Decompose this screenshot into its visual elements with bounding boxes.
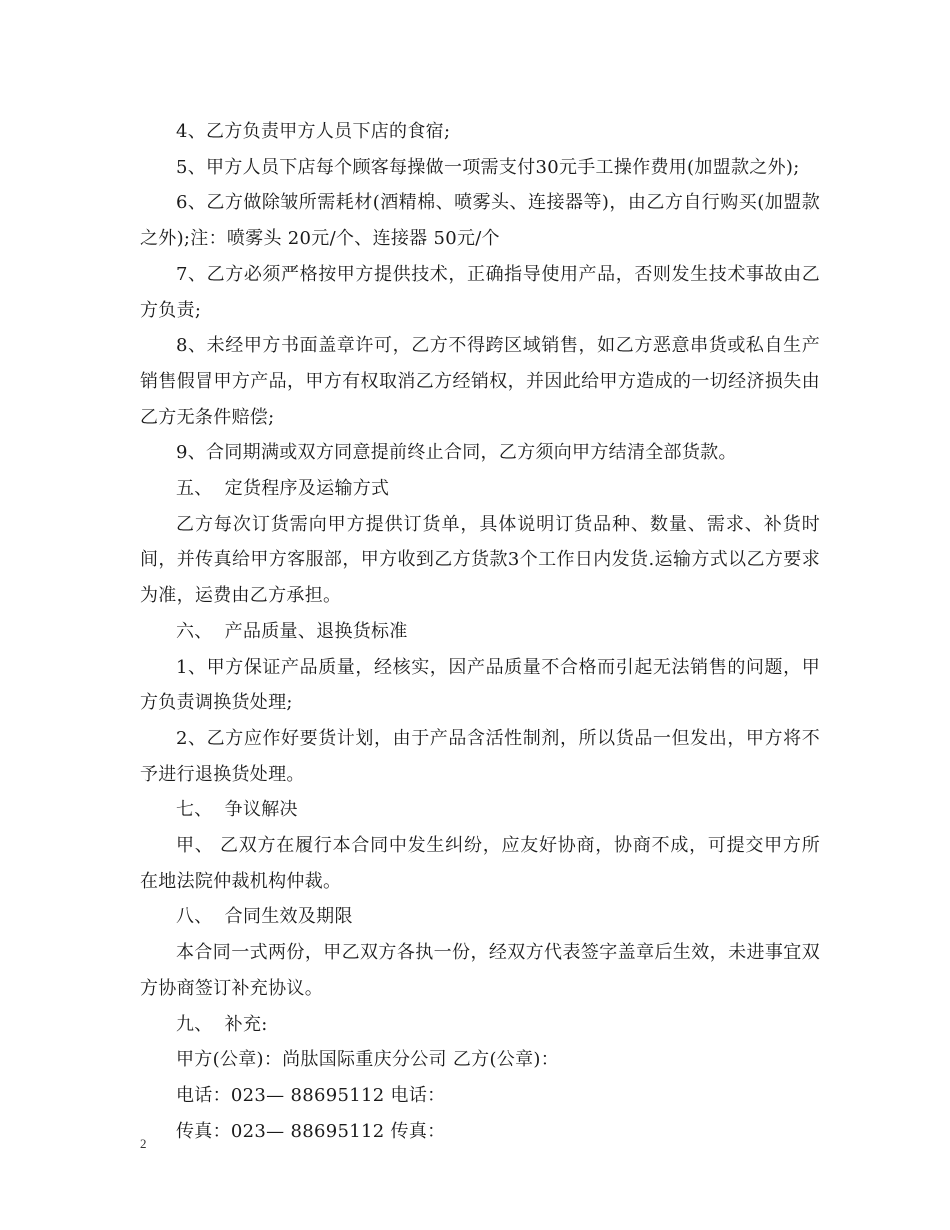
validity-paragraph: 本合同一式两份，甲乙双方各执一份，经双方代表签字盖章后生效，未进事宜双方协商签订补充协议。 [140, 942, 820, 999]
document-body [140, 114, 820, 1149]
page-number: 2 [140, 1136, 147, 1151]
ordering-paragraph: 乙方每次订货需向甲方提供订货单，具体说明订货品种、数量、需求、补货时间，并传真给甲方客服部，甲方收到乙方货款3个工作日内发货.运输方式以乙方要求为准，运费由乙方承担。 [140, 513, 820, 607]
clause-6: 6、乙方做除皱所需耗材(酒精棉、喷雾头、连接器等)，由乙方自行购买(加盟款之外);注：喷雾头 20元/个、连接器 50元/个 [140, 192, 820, 250]
signature-line: 甲方(公章)：尚肽国际重庆分公司 乙方(公章)： [176, 1049, 560, 1071]
section-heading-7: 七、 争议解决 [176, 799, 298, 821]
clause-7: 7、乙方必须严格按甲方提供技术，正确指导使用产品，否则发生技术事故由乙方负责; [140, 263, 820, 321]
quality-clause-2: 2、乙方应作好要货计划，由于产品含活性制剂，所以货品一但发出，甲方将不予进行退换货处理。 [140, 727, 820, 785]
section-heading-8: 八、 合同生效及期限 [176, 906, 353, 928]
clause-8: 8、未经甲方书面盖章许可，乙方不得跨区域销售，如乙方恶意串货或私自生产销售假冒甲方产品，甲方有权取消乙方经销权，并因此给甲方造成的一切经济损失由乙方无条件赔偿; [140, 335, 820, 428]
section-heading-9: 九、 补充: [176, 1013, 268, 1035]
quality-clause-1: 1、甲方保证产品质量，经核实，因产品质量不合格而引起无法销售的问题，甲方负责调换货处理; [140, 656, 820, 714]
dispute-paragraph: 甲、 乙双方在履行本合同中发生纠纷，应友好协商，协商不成，可提交甲方所在地法院仲裁机构仲裁。 [140, 835, 820, 892]
section-heading-6: 六、 产品质量、退换货标准 [176, 620, 408, 642]
fax-line: 传真：023— 88695112 传真： [176, 1120, 446, 1142]
phone-line: 电话：023— 88695112 电话： [176, 1084, 446, 1106]
clause-5: 5、甲方人员下店每个顾客每操做一项需支付30元手工操作费用(加盟款之外); [176, 156, 800, 178]
clause-4: 4、乙方负责甲方人员下店的食宿; [176, 121, 451, 142]
clause-9: 9、合同期满或双方同意提前终止合同，乙方须向甲方结清全部货款。 [176, 442, 737, 464]
section-heading-5: 五、 定货程序及运输方式 [176, 478, 390, 500]
